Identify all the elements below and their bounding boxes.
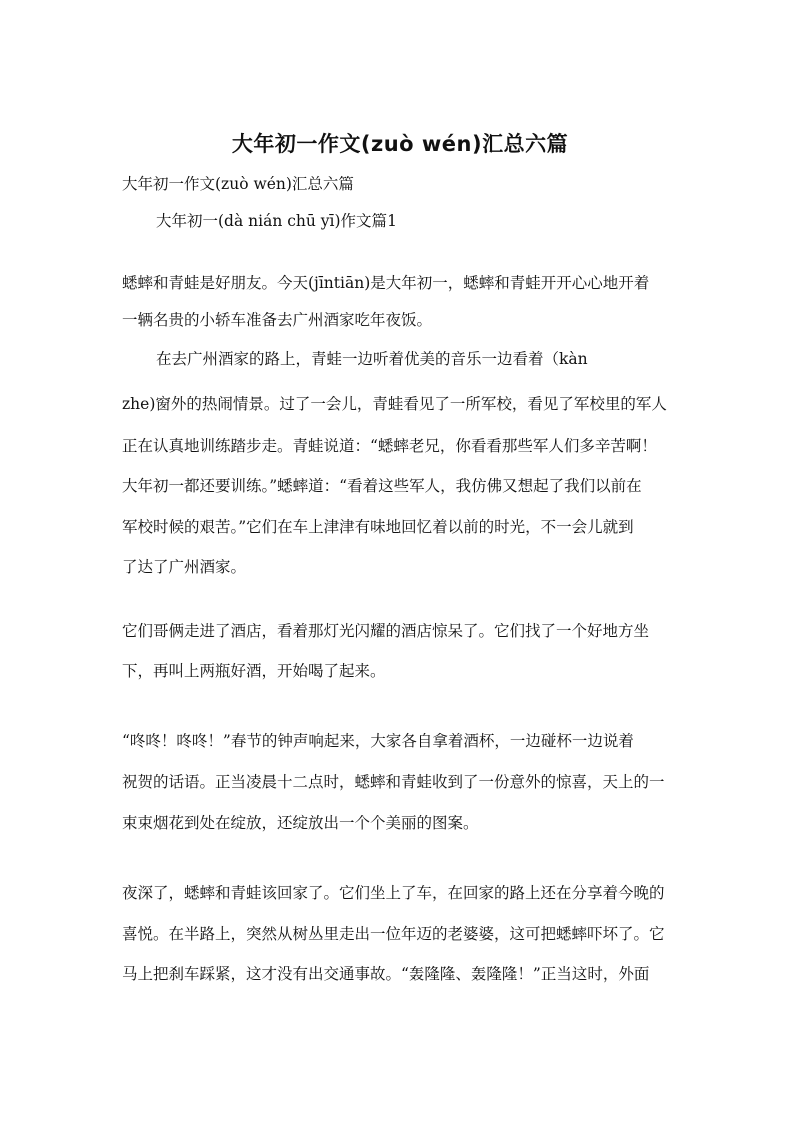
paragraph-2-line-3: 正在认真地训练踏步走。青蛙说道：“蟋蟀老兄，你看看那些军人们多辛苦啊！ <box>122 437 657 455</box>
paragraph-2-line-2: zhe)窗外的热闹情景。过了一会儿，青蛙看见了一所军校，看见了军校里的军人 <box>122 395 667 413</box>
paragraph-2-line-1: 在去广州酒家的路上，青蛙一边听着优美的音乐一边看着（kàn <box>156 350 588 368</box>
paragraph-4-line-1: “咚咚！咚咚！”春节的钟声响起来，大家各自拿着酒杯，一边碰杯一边说着 <box>122 732 634 750</box>
paragraph-3-line-2: 下，再叫上两瓶好酒，开始喝了起来。 <box>122 662 386 680</box>
paragraph-4-line-3: 束束烟花到处在绽放，还绽放出一个个美丽的图案。 <box>122 814 479 832</box>
section-heading: 大年初一(dà nián chū yī)作文篇1 <box>156 212 397 230</box>
paragraph-1-line-1: 蟋蟀和青蛙是好朋友。今天(jīntiān)是大年初一，蟋蟀和青蛙开开心心地开着 <box>122 274 650 292</box>
document-subtitle: 大年初一作文(zuò wén)汇总六篇 <box>122 175 354 193</box>
paragraph-2-line-6: 了达了广州酒家。 <box>122 558 247 576</box>
document-title: 大年初一作文(zuò wén)汇总六篇 <box>231 132 569 156</box>
paragraph-2-line-4: 大年初一都还要训练。”蟋蟀道：“看着这些军人，我仿佛又想起了我们以前在 <box>122 477 642 495</box>
paragraph-4-line-2: 祝贺的话语。正当凌晨十二点时，蟋蟀和青蛙收到了一份意外的惊喜，天上的一 <box>122 773 665 791</box>
paragraph-2-line-5: 军校时候的艰苦。”它们在车上津津有味地回忆着以前的时光，不一会儿就到 <box>122 518 634 536</box>
paragraph-5-line-1: 夜深了，蟋蟀和青蛙该回家了。它们坐上了车，在回家的路上还在分享着今晚的 <box>122 884 665 902</box>
paragraph-5-line-3: 马上把刹车踩紧，这才没有出交通事故。“轰隆隆、轰隆隆！”正当这时，外面 <box>122 965 650 983</box>
paragraph-5-line-2: 喜悦。在半路上，突然从树丛里走出一位年迈的老婆婆，这可把蟋蟀吓坏了。它 <box>122 925 665 943</box>
paragraph-3-line-1: 它们哥俩走进了酒店，看着那灯光闪耀的酒店惊呆了。它们找了一个好地方坐 <box>122 622 650 640</box>
paragraph-1-line-2: 一辆名贵的小轿车准备去广州酒家吃年夜饭。 <box>122 311 433 329</box>
